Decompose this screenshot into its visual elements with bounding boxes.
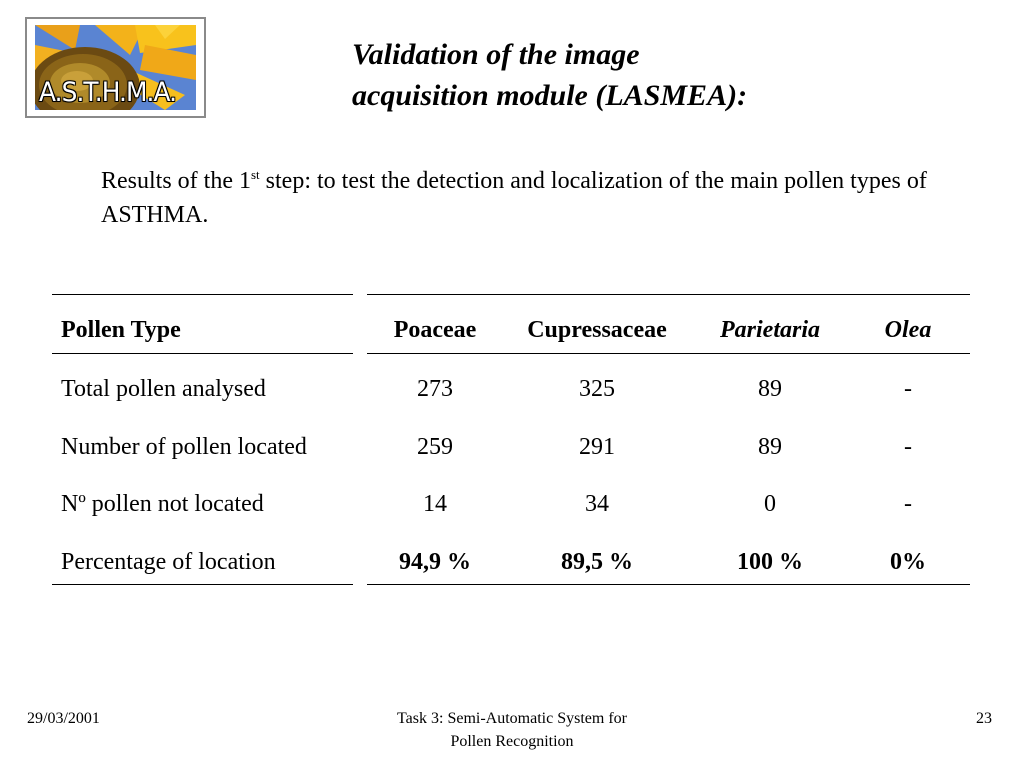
footer-date: 29/03/2001 [27, 710, 100, 727]
slide-title [352, 34, 747, 116]
title-line-2: acquisition module (LASMEA): [352, 79, 748, 112]
cell-poaceae: 94,9 % [399, 549, 471, 575]
header-parietaria: Parietaria [720, 317, 820, 343]
title-line-1: Validation of the image [352, 38, 640, 71]
table-rule-gap [353, 293, 367, 296]
page-number: 23 [976, 710, 992, 727]
table-row [52, 427, 970, 467]
cell-parietaria: 89 [758, 434, 782, 460]
table-row [52, 542, 970, 582]
cell-parietaria: 0 [764, 491, 776, 517]
cell-olea: - [904, 376, 912, 402]
footer-task-line-2: Pollen Recognition [450, 733, 574, 750]
cell-poaceae: 259 [417, 434, 453, 460]
cell-poaceae: 273 [417, 376, 453, 402]
intro-before-sup: Results of the 1 [101, 168, 251, 194]
table-header-rule [52, 353, 970, 354]
footer-task-line-1: Task 3: Semi-Automatic System for [397, 710, 627, 727]
cell-cupressaceae: 325 [579, 376, 615, 402]
row-label: Percentage of location [61, 549, 276, 575]
header-olea: Olea [884, 317, 932, 343]
header-poaceae: Poaceae [393, 317, 477, 343]
footer-task-title [332, 707, 692, 753]
row-label: Nº pollen not located [61, 491, 264, 517]
table-row [52, 484, 970, 524]
table-rule-gap [353, 352, 367, 355]
cell-olea: 0% [890, 549, 926, 575]
intro-after-sup: step: to test the detection and localization of the main pollen types of ASTHMA. [101, 168, 927, 228]
cell-olea: - [904, 491, 912, 517]
intro-superscript: st [251, 167, 260, 182]
table-row [52, 369, 970, 409]
cell-parietaria: 89 [758, 376, 782, 402]
table-top-rule [52, 294, 970, 295]
cell-parietaria: 100 % [737, 549, 803, 575]
header-cupressaceae: Cupressaceae [527, 317, 667, 343]
cell-olea: - [904, 434, 912, 460]
cell-cupressaceae: 89,5 % [561, 549, 633, 575]
table-rule-gap [353, 583, 367, 586]
cell-poaceae: 14 [423, 491, 447, 517]
asthma-logo [25, 17, 206, 118]
logo-text: A.S.T.H.M.A. [39, 77, 177, 108]
table-header-row [52, 310, 970, 350]
cell-cupressaceae: 34 [585, 491, 609, 517]
cell-cupressaceae: 291 [579, 434, 615, 460]
table-bottom-rule [52, 584, 970, 585]
intro-text [101, 164, 931, 232]
row-label: Number of pollen located [61, 434, 307, 460]
row-label: Total pollen analysed [61, 376, 266, 402]
sunflower-image [35, 25, 196, 110]
header-pollen-type: Pollen Type [61, 317, 181, 343]
